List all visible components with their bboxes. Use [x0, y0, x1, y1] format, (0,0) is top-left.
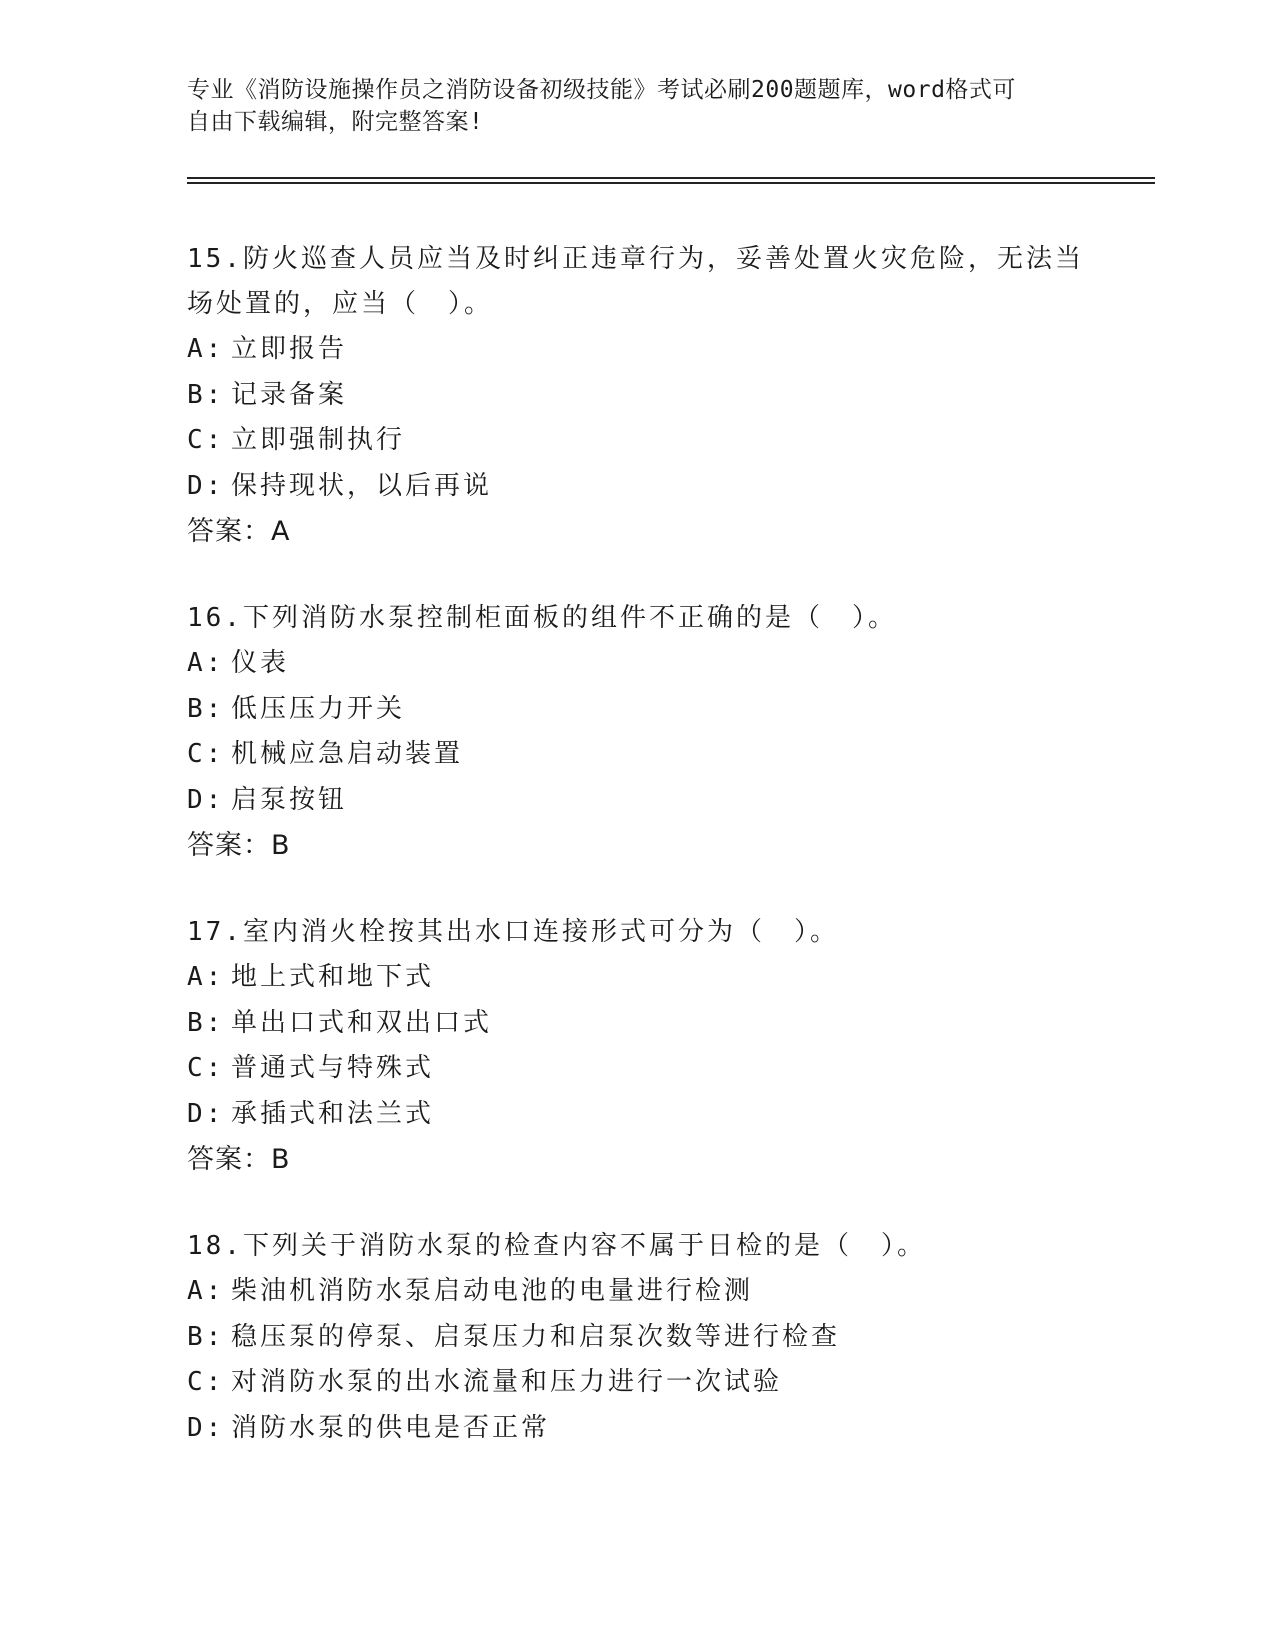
option-text: 承插式和法兰式 — [231, 1098, 435, 1129]
option-d — [187, 778, 1087, 824]
question-list — [187, 237, 1087, 1493]
option-c — [187, 732, 1087, 778]
option-a — [187, 641, 1087, 687]
option-letter: D: — [187, 470, 225, 501]
option-text: 记录备案 — [231, 379, 348, 410]
option-c — [187, 1046, 1087, 1092]
option-letter: B: — [187, 1007, 225, 1038]
option-d — [187, 464, 1087, 510]
option-letter: D: — [187, 1098, 225, 1129]
question-17 — [187, 910, 1087, 1182]
answer-line: 答案：B — [187, 1144, 291, 1175]
header-line-1: 专业《消防设施操作员之消防设备初级技能》考试必刷200题题库，word格式可 — [187, 77, 1016, 103]
option-d — [187, 1406, 1087, 1452]
option-text: 低压压力开关 — [231, 693, 406, 724]
option-letter: D: — [187, 1412, 225, 1443]
question-stem-line: 18.下列关于消防水泵的检查内容不属于日检的是（ ）。 — [187, 1231, 926, 1261]
option-b — [187, 373, 1087, 419]
option-a — [187, 327, 1087, 373]
document-header — [187, 74, 1067, 138]
option-text: 稳压泵的停泵、启泵压力和启泵次数等进行检查 — [231, 1321, 841, 1352]
question-18 — [187, 1224, 1087, 1451]
option-text: 保持现状，以后再说 — [231, 470, 493, 501]
question-stem-line: 场处置的，应当（ ）。 — [187, 289, 494, 319]
option-text: 地上式和地下式 — [231, 962, 435, 992]
option-letter: A: — [187, 1276, 225, 1306]
option-b — [187, 1001, 1087, 1047]
question-16 — [187, 596, 1087, 868]
option-letter: C: — [187, 1053, 225, 1083]
header-line-2: 自由下载编辑，附完整答案! — [187, 109, 484, 135]
answer-line: 答案：A — [187, 516, 291, 547]
option-text: 立即报告 — [231, 334, 348, 364]
option-text: 柴油机消防水泵启动电池的电量进行检测 — [231, 1276, 754, 1306]
option-c — [187, 418, 1087, 464]
option-letter: B: — [187, 1321, 225, 1352]
question-stem-line: 17.室内消火栓按其出水口连接形式可分为（ ）。 — [187, 917, 839, 947]
header-divider-bottom — [187, 182, 1155, 184]
option-text: 消防水泵的供电是否正常 — [231, 1412, 551, 1443]
option-text: 启泵按钮 — [231, 784, 348, 815]
option-letter: D: — [187, 784, 225, 815]
option-b — [187, 1315, 1087, 1361]
option-letter: B: — [187, 379, 225, 410]
option-a — [187, 1269, 1087, 1315]
option-d — [187, 1092, 1087, 1138]
option-text: 对消防水泵的出水流量和压力进行一次试验 — [231, 1367, 783, 1397]
option-text: 单出口式和双出口式 — [231, 1007, 493, 1038]
option-text: 机械应急启动装置 — [231, 739, 464, 769]
option-letter: A: — [187, 648, 225, 678]
option-text: 普通式与特殊式 — [231, 1053, 435, 1083]
header-divider-top — [187, 177, 1155, 179]
option-b — [187, 687, 1087, 733]
question-stem-line: 16.下列消防水泵控制柜面板的组件不正确的是（ ）。 — [187, 603, 897, 633]
option-letter: C: — [187, 425, 225, 455]
option-letter: A: — [187, 334, 225, 364]
question-15 — [187, 237, 1087, 554]
option-text: 立即强制执行 — [231, 425, 406, 455]
answer-line: 答案：B — [187, 830, 291, 861]
option-text: 仪表 — [231, 648, 290, 678]
option-letter: B: — [187, 693, 225, 724]
option-letter: A: — [187, 962, 225, 992]
option-c — [187, 1360, 1087, 1406]
option-a — [187, 955, 1087, 1001]
option-letter: C: — [187, 1367, 225, 1397]
question-stem-line: 15.防火巡查人员应当及时纠正违章行为，妥善处置火灾危险，无法当 — [187, 244, 1084, 274]
option-letter: C: — [187, 739, 225, 769]
